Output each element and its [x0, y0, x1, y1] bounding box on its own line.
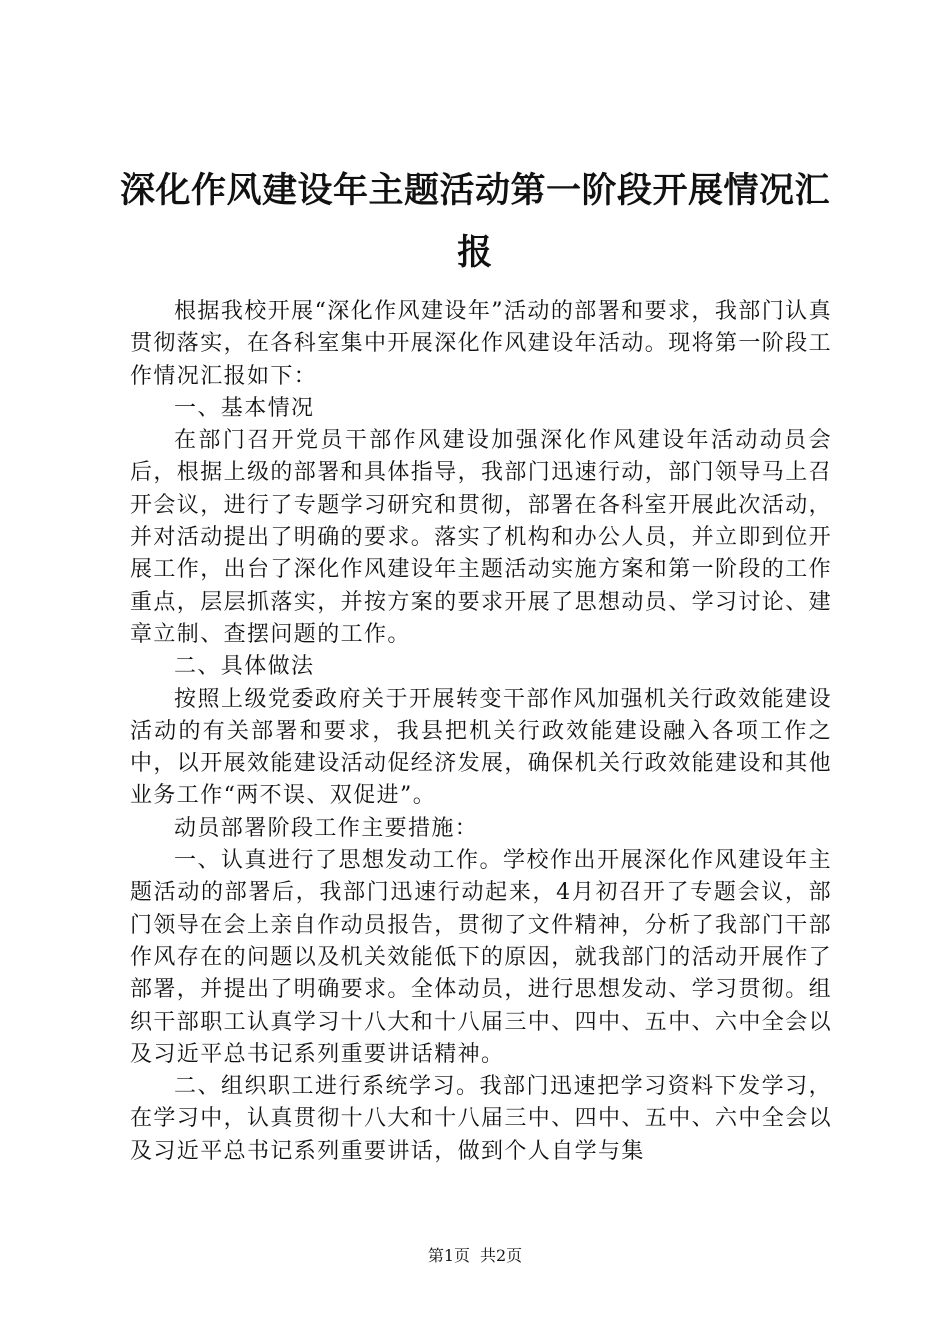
heading-basic-situation: 一、基本情况 — [174, 395, 315, 421]
page-footer — [0, 1246, 950, 1266]
paragraph-measure-one: 一、认真进行了思想发动工作。学校作出开展深化作风建设年主题活动的部署后，我部门迅速行动起来，4月初召开了专题会议，部门领导在会上亲自作动员报告，贯彻了文件精神，分析了我部门干部作风存在的问题以及机关效能低下的原因，就我部门的活动开展作了部署，并提出了明确要求。全体动员，进行思想发动、学习贯彻。组织干部职工认真学习十八大和十八届三中、四中、五中、六中全会以及习近平总书记系列重要讲话精神。 — [130, 848, 833, 1067]
document-title: 深化作风建设年主题活动第一阶段开展情况汇报 — [119, 170, 830, 273]
paragraph-measure-two: 二、组织职工进行系统学习。我部门迅速把学习资料下发学习，在学习中，认真贯彻十八大和十八届三中、四中、五中、六中全会以及习近平总书记系列重要讲话，做到个人自学与集 — [130, 1074, 833, 1164]
page-number: 第1页 — [427, 1246, 470, 1265]
page-total: 共2页 — [480, 1246, 523, 1265]
paragraph-specific-practices: 按照上级党委政府关于开展转变干部作风加强机关行政效能建设活动的有关部署和要求，我县把机关行政效能建设融入各项工作之中，以开展效能建设活动促经济发展，确保机关行政效能建设和其他业务工作“两不误、双促进”。 — [130, 686, 833, 809]
document-body — [130, 296, 832, 1168]
heading-specific-practices: 二、具体做法 — [174, 654, 315, 680]
heading-mobilization-measures: 动员部署阶段工作主要措施： — [174, 815, 479, 841]
paragraph-basic-situation: 在部门召开党员干部作风建设加强深化作风建设年活动动员会后，根据上级的部署和具体指导，我部门迅速行动，部门领导马上召开会议，进行了专题学习研究和贯彻，部署在各科室开展此次活动，并对活动提出了明确的要求。落实了机构和办公人员，并立即到位开展工作，出台了深化作风建设年主题活动实施方案和第一阶段的工作重点，层层抓落实，并按方案的要求开展了思想动员、学习讨论、建章立制、查摆问题的工作。 — [130, 428, 833, 647]
paragraph-intro: 根据我校开展“深化作风建设年”活动的部署和要求，我部门认真贯彻落实，在各科室集中开展深化作风建设年活动。现将第一阶段工作情况汇报如下： — [130, 299, 833, 389]
